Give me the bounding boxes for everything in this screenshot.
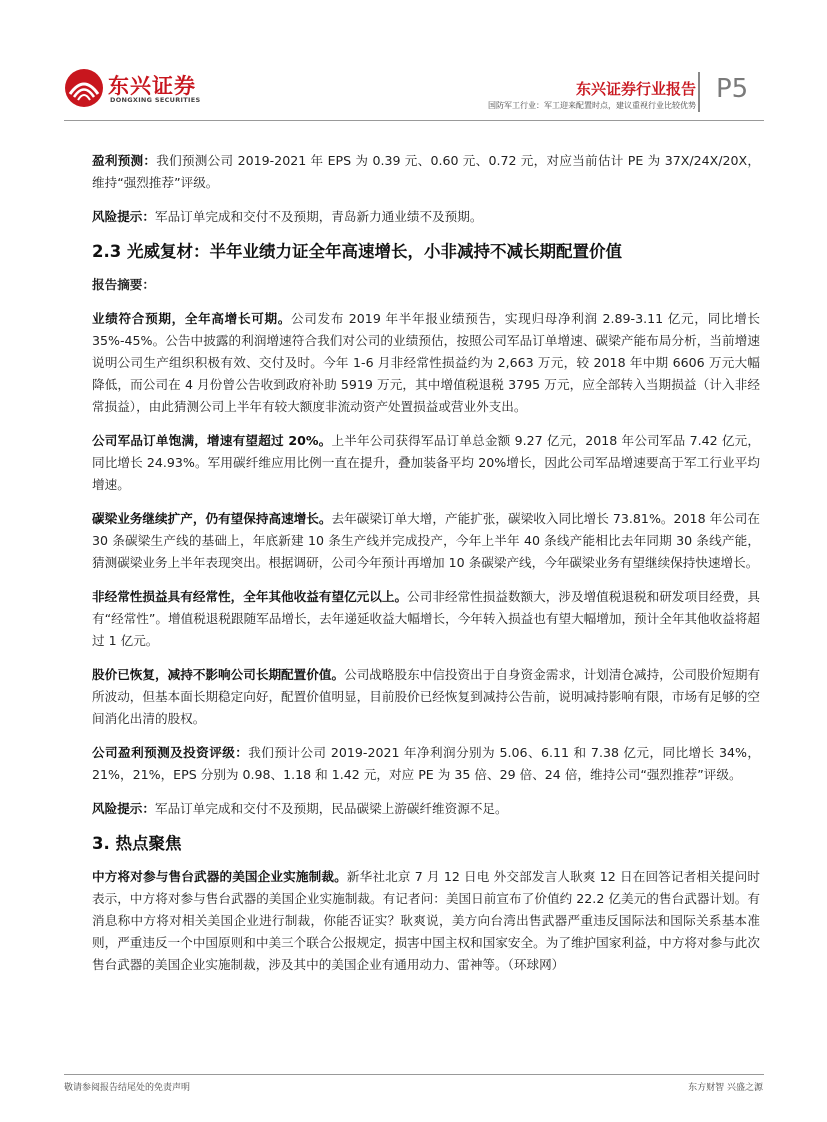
paragraph-text: 军品订单完成和交付不及预期，民品碳梁上游碳纤维资源不足。	[154, 801, 508, 816]
paragraph-lead: 业绩符合预期，全年高增长可期。	[92, 311, 292, 326]
paragraph-text: 去年碳梁订单大增，产能扩张，碳梁收入同比增长 73.81%。2018 年公司在 30 条碳梁生产线的基础上，年底新建 10 条生产线并完成投产，今年上半年 40 条线产能相比去年同期 30 条线产能，猜测碳梁业务上半年表现突出。根据调研，公司今年预计再增加 10 条碳梁产线，今年碳梁业务有望继续保持快速增长。	[92, 511, 761, 570]
paragraph-lead: 盈利预测：	[92, 153, 157, 168]
report-subtitle: 国防军工行业：军工迎来配置时点，建议重视行业比较优势	[488, 101, 696, 110]
paragraph-lead: 股价已恢复，减持不影响公司长期配置价值。	[92, 667, 345, 682]
paragraph-lead: 碳梁业务继续扩产，仍有望保持高速增长。	[92, 511, 332, 526]
paragraph-carbon-beam	[92, 508, 760, 574]
page-content	[92, 150, 760, 988]
paragraph-text: 我们预计公司 2019-2021 年净利润分别为 5.06、6.11 和 7.38 亿元，同比增长 34%，21%，21%，EPS 分别为 0.98、1.18 和 1.42 元，对应 PE 为 35 倍、29 倍、24 倍，维持公司“强烈推荐”评级。	[92, 745, 761, 782]
footer-rule	[64, 1074, 764, 1075]
paragraph-text: 军品订单完成和交付不及预期，青岛新力通业绩不及预期。	[154, 209, 483, 224]
paragraph-text: 我们预测公司 2019-2021 年 EPS 为 0.39 元、0.60 元、0.72 元，对应当前估计 PE 为 37X/24X/20X，维持“强烈推荐”评级。	[92, 153, 761, 190]
paragraph-text: 公司非经常性损益数额大，涉及增值税退税和研发项目经费，具有“经常性”。增值税退税跟随军品增长，去年递延收益大幅增长，今年转入损益也有望大幅增加，预计全年其他收益将超过 1 亿元。	[92, 589, 761, 648]
paragraph-lead: 非经常性损益具有经常性，全年其他收益有望亿元以上。	[92, 589, 408, 604]
page-number: P5	[716, 74, 749, 104]
header-divider	[698, 72, 700, 112]
paragraph-text: 公司发布 2019 年半年报业绩预告，实现归母净利润 2.89-3.11 亿元，同比增长 35%-45%。公告中披露的利润增速符合我们对公司的业绩预估，按照公司军品订单增速、碳梁产能布局分析，当前增速说明公司生产组织积极有效、交付及时。今年 1-6 月非经常性损益约为 2,663 万元，较 2018 年中期 6606 万元大幅降低，而公司在 4 月份曾公告收到政府补助 5919 万元，其中增值税退税 3795 万元，应全部转入当期损益（计入非经常损益），由此猜测公司上半年有较大额度非流动资产处置损益或营业外支出。	[92, 311, 760, 414]
footer-disclaimer: 敬请参阅报告结尾处的免责声明	[64, 1083, 191, 1093]
paragraph-risk-warning-2	[92, 798, 760, 820]
paragraph-lead: 公司盈利预测及投资评级：	[92, 745, 249, 760]
paragraph-sanctions	[92, 866, 760, 976]
dongxing-logo-icon	[64, 68, 104, 108]
paragraph-text: 公司战略股东中信投资出于自身资金需求，计划清仓减持，公司股价短期有所波动，但基本面长期稳定向好，配置价值明显，目前股价已经恢复到减持公告前，说明减持影响有限，市场有足够的空间消化出清的股权。	[92, 667, 761, 726]
paragraph-text: 新华社北京 7 月 12 日电 外交部发言人耿爽 12 日在回答记者相关提问时表示，中方将对参与售台武器的美国企业实施制裁。有记者问：美国日前宣布了价值约 22.2 亿美元的售台武器计划。有消息称中方将对相关美国企业进行制裁，你能否证实？耿爽说，美方向台湾出售武器严重违反国际法和国际关系基本准则，严重违反一个中国原则和中美三个联合公报规定，损害中国主权和国家安全。为了维护国家利益，中方将对参与此次售台武器的美国企业实施制裁，涉及其中的美国企业有通用动力、雷神等。（环球网）	[92, 869, 761, 972]
header-rule	[64, 120, 764, 121]
logo-chinese-name: 东兴证券	[108, 74, 196, 98]
paragraph-profit-forecast	[92, 150, 760, 194]
paragraph-lead: 风险提示：	[92, 209, 155, 224]
paragraph-nonrecurring	[92, 586, 760, 652]
report-title: 东兴证券行业报告	[575, 80, 696, 98]
page-header	[64, 60, 764, 118]
paragraph-lead: 公司军品订单饱满，增速有望超过 20%。	[92, 433, 332, 448]
logo-english-name: DONGXING SECURITIES	[110, 96, 201, 104]
paragraph-military-orders	[92, 430, 760, 496]
footer-slogan: 东方财智 兴盛之源	[688, 1083, 763, 1093]
paragraph-share-price	[92, 664, 760, 730]
section-heading-2-3: 2.3 光威复材：半年业绩力证全年高速增长，小非减持不减长期配置价值	[92, 242, 622, 261]
paragraph-risk-warning	[92, 206, 760, 228]
paragraph-lead: 风险提示：	[92, 801, 155, 816]
paragraph-text: 上半年公司获得军品订单总金额 9.27 亿元，2018 年公司军品 7.42 亿元，同比增长 24.93%。军用碳纤维应用比例一直在提升，叠加装备平均 20%增长，因此公司军品增速要高于军工行业平均增速。	[92, 433, 760, 492]
section-heading-3: 3. 热点聚焦	[92, 834, 182, 853]
summary-label: 报告摘要：	[92, 277, 155, 292]
paragraph-rating	[92, 742, 760, 786]
paragraph-performance	[92, 308, 760, 418]
paragraph-lead: 中方将对参与售台武器的美国企业实施制裁。	[92, 869, 347, 884]
